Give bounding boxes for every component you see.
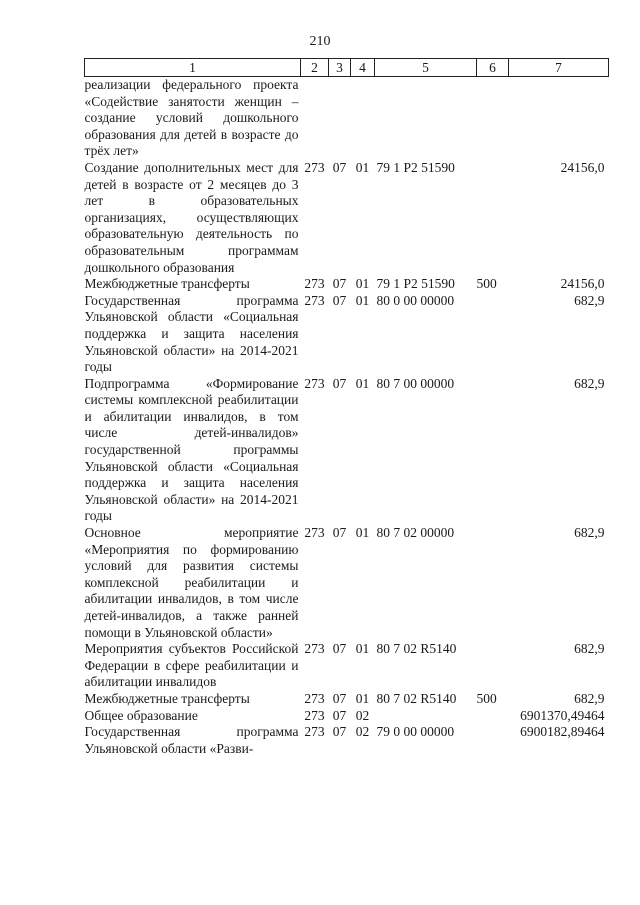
table-body [85, 77, 609, 758]
row-pr: 01 [355, 525, 370, 541]
header-col-3: 3 [329, 59, 351, 77]
row-csr [375, 708, 477, 725]
header-col-2: 2 [301, 59, 329, 77]
row-name: Создание дополнительных мест для детей в возрасте от 2 месяцев до 3 лет в образовательных организациях, осуществляющих образовательную деятельность по образовательным программам дошкольного образования [84, 159, 299, 275]
row-pr: 01 [355, 292, 370, 308]
row-csr [375, 77, 477, 160]
row-rz: 07 [332, 375, 347, 391]
row-csr: 80 7 00 00000 [376, 375, 455, 391]
row-sum: 682,9 [574, 690, 605, 706]
row-csr: 80 7 02 R5140 [376, 690, 457, 706]
row-name: Межбюджетные трансферты [84, 690, 250, 706]
header-col-5: 5 [375, 59, 477, 77]
row-csr: 80 7 02 R5140 [376, 641, 457, 657]
row-vr [477, 525, 509, 641]
row-rz: 07 [332, 276, 347, 292]
row-name: Межбюджетные трансферты [84, 276, 250, 292]
row-vr [477, 724, 509, 757]
row-pr: 01 [355, 276, 370, 292]
table-row [85, 691, 609, 708]
table-row [85, 376, 609, 525]
row-csr: 80 0 00 00000 [376, 292, 455, 308]
row-name: Мероприятия субъектов Российской Федерации в сфере реабилитации и абилитации инвалидов [84, 641, 299, 690]
row-vr [477, 376, 509, 525]
row-gr: 273 [304, 159, 325, 175]
row-gr: 273 [304, 375, 325, 391]
row-rz: 07 [332, 292, 347, 308]
row-pr: 02 [355, 724, 370, 740]
row-vr [477, 77, 509, 160]
row-sum: 682,9 [574, 641, 605, 657]
header-col-1: 1 [85, 59, 301, 77]
row-name: Государственная программа Ульяновской области «Социальная поддержка и защита населения Ульяновской области» на 2014-2021 годы [84, 292, 299, 375]
row-gr: 273 [304, 707, 325, 723]
row-csr: 79 1 P2 51590 [376, 159, 455, 175]
row-csr: 79 0 00 00000 [376, 724, 455, 740]
row-pr [351, 77, 375, 160]
row-pr: 02 [355, 707, 370, 723]
header-col-6: 6 [477, 59, 509, 77]
row-gr: 273 [304, 724, 325, 740]
table-row [85, 641, 609, 691]
row-vr [477, 160, 509, 276]
row-rz: 07 [332, 724, 347, 740]
table-row [85, 708, 609, 725]
row-pr: 01 [355, 375, 370, 391]
row-vr: 500 [476, 276, 497, 292]
table-header [85, 59, 609, 77]
header-col-7: 7 [509, 59, 609, 77]
row-gr [301, 77, 329, 160]
budget-table [84, 58, 609, 757]
table-row [85, 276, 609, 293]
row-gr: 273 [304, 525, 325, 541]
row-csr: 80 7 02 00000 [376, 525, 455, 541]
row-vr [477, 293, 509, 376]
table-row [85, 293, 609, 376]
row-name: Подпрограмма «Формирование системы комплексной реабилитации и абилитации инвалидов, в том числе детей-инвалидов» государственной программы Ульяновской области «Социальная поддержка и защита населения Ульяновской области» на 2014-2021 годы [84, 375, 299, 524]
row-sum: 24156,0 [560, 276, 605, 292]
row-name: реализации федерального проекта «Содействие занятости женщин – создание условий дошкольного образования для детей в возрасте до трёх лет» [84, 77, 299, 159]
row-gr: 273 [304, 690, 325, 706]
row-sum: 6901370,49464 [520, 707, 605, 723]
row-pr: 01 [355, 690, 370, 706]
table-row [85, 525, 609, 641]
row-name: Общее образование [84, 707, 198, 723]
row-vr [477, 641, 509, 691]
row-sum: 682,9 [574, 292, 605, 308]
row-name: Основное мероприятие «Мероприятия по формированию условий для развития системы комплексной реабилитации и абилитации инвалидов, в том числе детей-инвалидов, а также ранней помощи в Ульяновской области» [84, 525, 299, 640]
table-row [85, 160, 609, 276]
row-pr: 01 [355, 159, 370, 175]
row-gr: 273 [304, 641, 325, 657]
row-pr: 01 [355, 641, 370, 657]
table-row [85, 724, 609, 757]
row-sum: 24156,0 [560, 159, 605, 175]
row-sum [509, 77, 609, 160]
row-rz: 07 [332, 159, 347, 175]
row-vr [477, 708, 509, 725]
row-rz: 07 [332, 707, 347, 723]
row-rz: 07 [332, 690, 347, 706]
row-vr: 500 [476, 690, 497, 706]
page-number: 210 [309, 34, 331, 49]
budget-table-sheet [84, 58, 608, 757]
row-sum: 682,9 [574, 375, 605, 391]
row-rz: 07 [332, 641, 347, 657]
row-csr: 79 1 P2 51590 [376, 276, 455, 292]
header-col-4: 4 [351, 59, 375, 77]
row-gr: 273 [304, 276, 325, 292]
row-gr: 273 [304, 292, 325, 308]
row-rz: 07 [332, 525, 347, 541]
row-sum: 6900182,89464 [520, 724, 605, 740]
row-name: Государственная программа Ульяновской области «Разви- [84, 724, 299, 756]
row-sum: 682,9 [574, 525, 605, 541]
table-row [85, 77, 609, 160]
row-rz [329, 77, 351, 160]
